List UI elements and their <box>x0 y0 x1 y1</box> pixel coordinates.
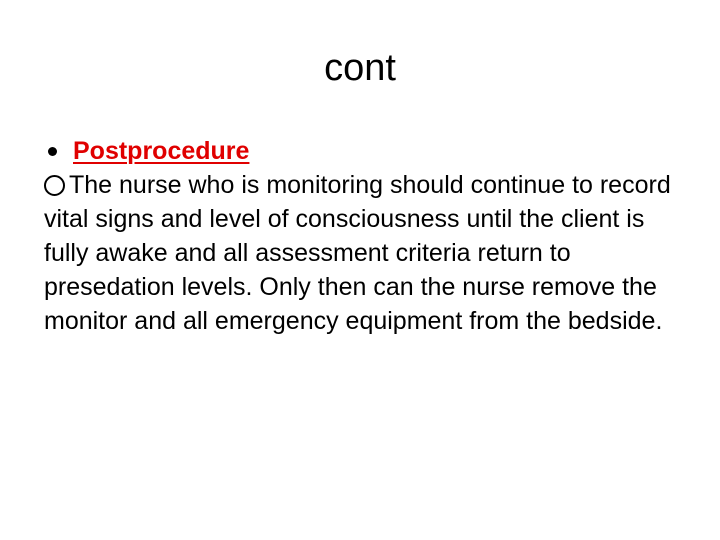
body-paragraph <box>44 168 684 338</box>
slide-title: cont <box>324 47 396 89</box>
circle-icon <box>44 175 65 196</box>
bullet-dot-icon <box>48 147 57 156</box>
body-text: The nurse who is monitoring should continue to record vital signs and level of consciousness until the client is fully awake and all assessment criteria return to presedation levels. Only then can the nurse remove the monitor and all emergency equipment from the bedside. <box>44 171 671 335</box>
bullet-item <box>44 134 684 168</box>
slide-content <box>44 134 684 338</box>
section-heading: Postprocedure <box>73 137 250 165</box>
